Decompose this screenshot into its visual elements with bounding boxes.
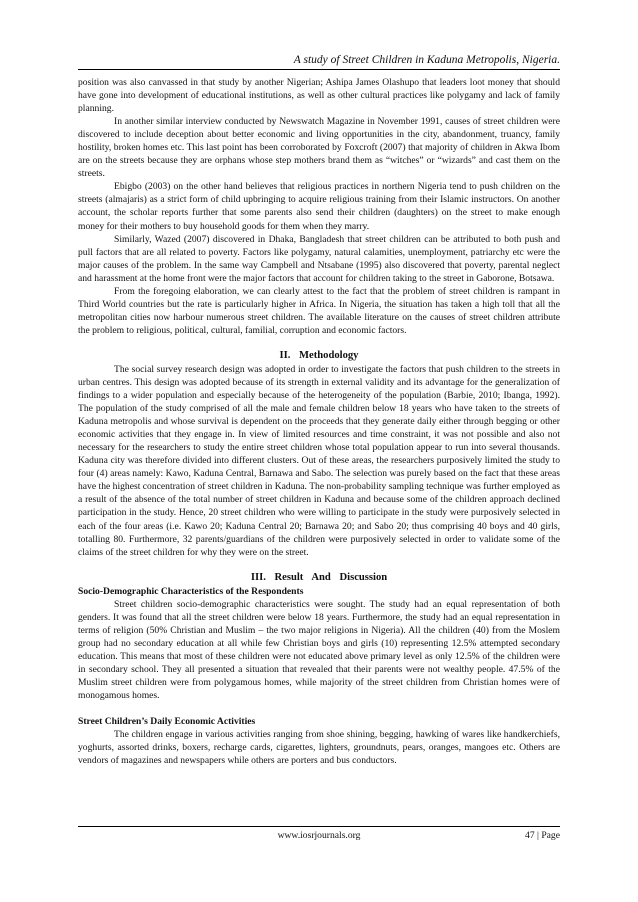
journal-website-link[interactable]: www.iosrjournals.org — [277, 830, 361, 841]
running-header: A study of Street Children in Kaduna Metropolis, Nigeria. — [78, 54, 560, 70]
subheading-socio-demographic: Socio-Demographic Characteristics of the Respondents — [78, 585, 304, 597]
journal-page — [78, 54, 560, 767]
paragraph-continuation: position was also canvassed in that study by another Nigerian; Ashipa James Olashupo that leaders loot money that should have gone into development of educational institutions, as well as other cultural practices like polygamy and lack of family planning. — [78, 77, 560, 115]
paragraph-methodology: The social survey research design was adopted in order to investigate the factors that push children to the streets in urban centres. This design was adopted because of its strength in external validity and its advantage for the generalization of findings to a wider population and especially because of the heterogeneity of the population (Barbie, 2010; Ibanga, 1992). The population of the study comprised of all the male and female children below 18 years who have taken to the streets of Kaduna metropolis and whose survival is dependent on the proceeds that they generate daily either through begging or other economic activities that they engage in. In view of limited resources and time constraint, it was not possible and also not necessary for the researchers to study the entire street children whose total population appear to run into several thousands. Kaduna city was therefore divided into different clusters. Out of these areas, the researchers purposively limited the study to four (4) areas namely: Kawo, Kaduna Central, Barnawa and Sabo. The selection was purely based on the fact that these areas have the highest concentration of street children in Kaduna. The non-probability sampling technique was further employed as a result of the absence of the total number of street children in Kaduna and because some of the children approach declined participation in the study. Hence, 20 street children who were willing to participate in the study were purposively selected in each of the four areas (i.e. Kawo 20; Kaduna Central 20; Barnawa 20; and Sabo 20; thus comprising 40 boys and 40 girls, totalling 80. Furthermore, 32 parents/guardians of the children were purposively selected in order to validate some of the claims of the street children for why they were on the street. — [78, 363, 560, 558]
paragraph-newswatch: In another similar interview conducted by Newswatch Magazine in November 1991, causes of street children were discovered to include deception about better economic and living opportunities in the city, abandonment, truancy, family hostility, broken homes etc. This last point has been corroborated by Foxcroft (2007) that majority of children in Akwa Ibom are on the streets because they are orphans whose step mothers brand them as “witches” or “wizards” and cast them on the streets. — [78, 116, 560, 180]
paragraph-wazed: Similarly, Wazed (2007) discovered in Dhaka, Bangladesh that street children can be attributed to both push and pull factors that are all related to poverty. Factors like polygamy, natural calamities, unemployment, patriarchy etc were the major causes of the problem. In the same way Campbell and Ntsabane (1995) also discovered that poverty, parental neglect and harassment at the home front were the major factors that account for children taking to the street in Gaborone, Botsawa. — [78, 233, 560, 284]
section-heading-results: III. Result And Discussion — [250, 571, 388, 583]
paragraph-ebigbo: Ebigbo (2003) on the other hand believes that religious practices in northern Nigeria tend to push children on the streets (almajaris) as a strict form of child upbringing to acquire religious training from their Islamic instructors. On another account, the scholar reports further that some parents also send their children (daughters) on the street to make enough money for their mothers to buy household goods for them when they marry. — [78, 181, 560, 232]
paragraph-economic-activities: The children engage in various activities ranging from shoe shining, begging, hawking of wares like handkerchiefs, yoghurts, assorted drinks, boxers, recharge cards, cigarettes, lighters, groundnuts, pears, oranges, mangoes etc. Others are vendors of magazines and newspapers while others are porters and bus conductors. — [78, 729, 560, 767]
page-number: 47 | Page — [525, 830, 560, 841]
page-footer — [78, 826, 560, 844]
paragraph-foregoing: From the foregoing elaboration, we can clearly attest to the fact that the problem of street children is rampant in Third World countries but the rate is particularly higher in Africa. In Nigeria, the situation has taken a high toll that all the metropolitan cities now harbour numerous street children. The available literature on the causes of street children attribute the problem to religious, political, cultural, familial, corruption and economic factors. — [78, 285, 560, 336]
section-heading-methodology: II. Methodology — [279, 349, 359, 361]
subheading-economic-activities: Street Children’s Daily Economic Activities — [78, 716, 256, 728]
paragraph-socio-demographic: Street children socio-demographic characteristics were sought. The study had an equal representation of both genders. It was found that all the street children were below 18 years. Furthermore, the study had an equal representation in terms of religion (50% Christian and Muslim – the two major religions in Nigeria). All the children (40) from the Moslem group had no secondary education at all while few Christian boys and girls (10) representing 12.5% attempted secondary education. This means that most of these children were not educated above primary level as only 12.5% of the children were in secondary school. They all presented a situation that revealed that their parents were not wealthy people. 47.5% of the Muslim street children were from polygamous homes, while majority of the street children from Christian homes were of monogamous homes. — [78, 598, 560, 701]
